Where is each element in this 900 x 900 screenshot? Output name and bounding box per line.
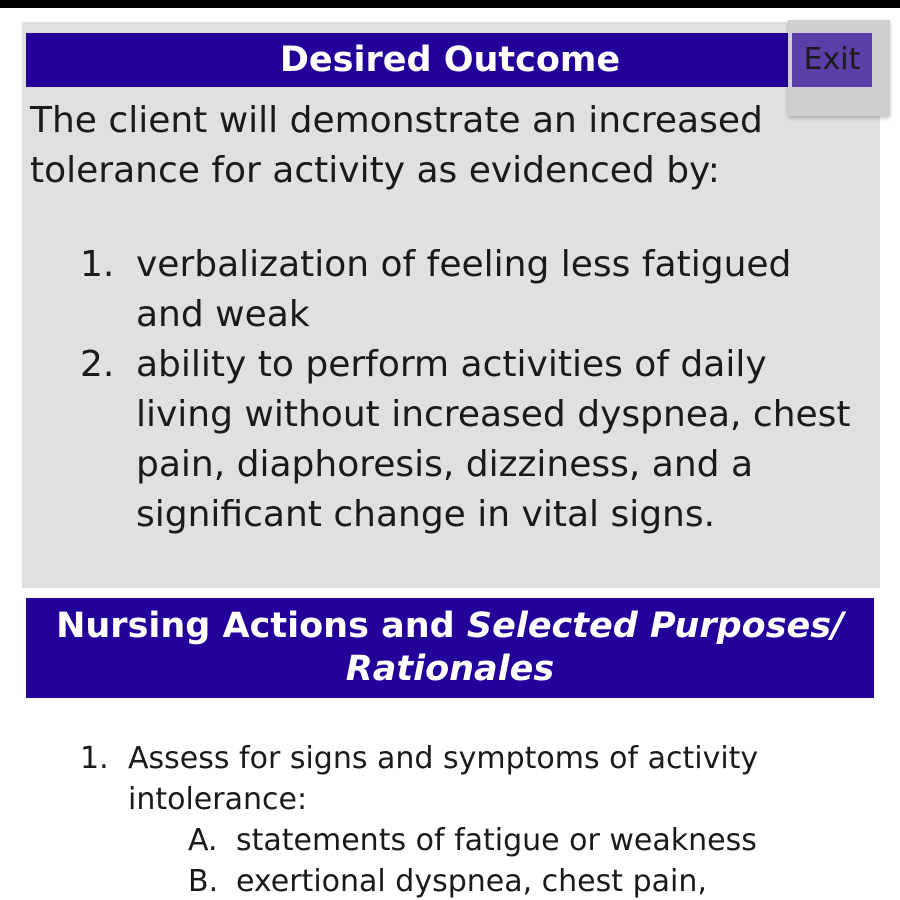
list-item-number: 1. <box>80 244 115 285</box>
list-item <box>30 340 870 540</box>
list-item-text: Assess for signs and symptoms of activity intolerance: <box>128 741 759 817</box>
nursing-actions-title-italic: Selected Purposes/ <box>466 606 844 646</box>
list-item-text: verbalization of feeling less fatigued and weak <box>136 244 792 335</box>
list-item-text: ability to perform activities of daily living without increased dyspnea, chest pain, diaphoresis, dizziness, and a significant change in vital signs. <box>136 344 851 535</box>
sub-list-letter: B. <box>188 864 219 899</box>
nursing-actions-list <box>30 738 870 900</box>
list-item <box>30 738 870 900</box>
desired-outcome-list <box>30 240 870 540</box>
desired-outcome-header: Desired Outcome <box>26 33 874 87</box>
sub-list-letter: A. <box>188 823 218 858</box>
sub-list-text: exertional dyspnea, chest pain, <box>236 864 707 899</box>
exit-button[interactable] <box>788 20 890 116</box>
status-bar <box>0 0 900 8</box>
nursing-actions-title: Nursing Actions and <box>56 606 467 646</box>
list-item-number: 1. <box>80 741 109 776</box>
sub-list <box>128 820 870 900</box>
sub-list-item <box>128 820 870 861</box>
desired-outcome-intro: The client will demonstrate an increased tolerance for activity as evidenced by: <box>30 100 763 191</box>
exit-button-label[interactable]: Exit <box>792 33 872 87</box>
nursing-actions-title-italic-2: Rationales <box>345 649 555 689</box>
sub-list-item <box>128 861 870 900</box>
list-item-number: 2. <box>80 344 115 385</box>
sub-list-text: statements of fatigue or weakness <box>236 823 757 858</box>
list-item <box>30 240 870 340</box>
nursing-actions-header <box>26 598 874 698</box>
